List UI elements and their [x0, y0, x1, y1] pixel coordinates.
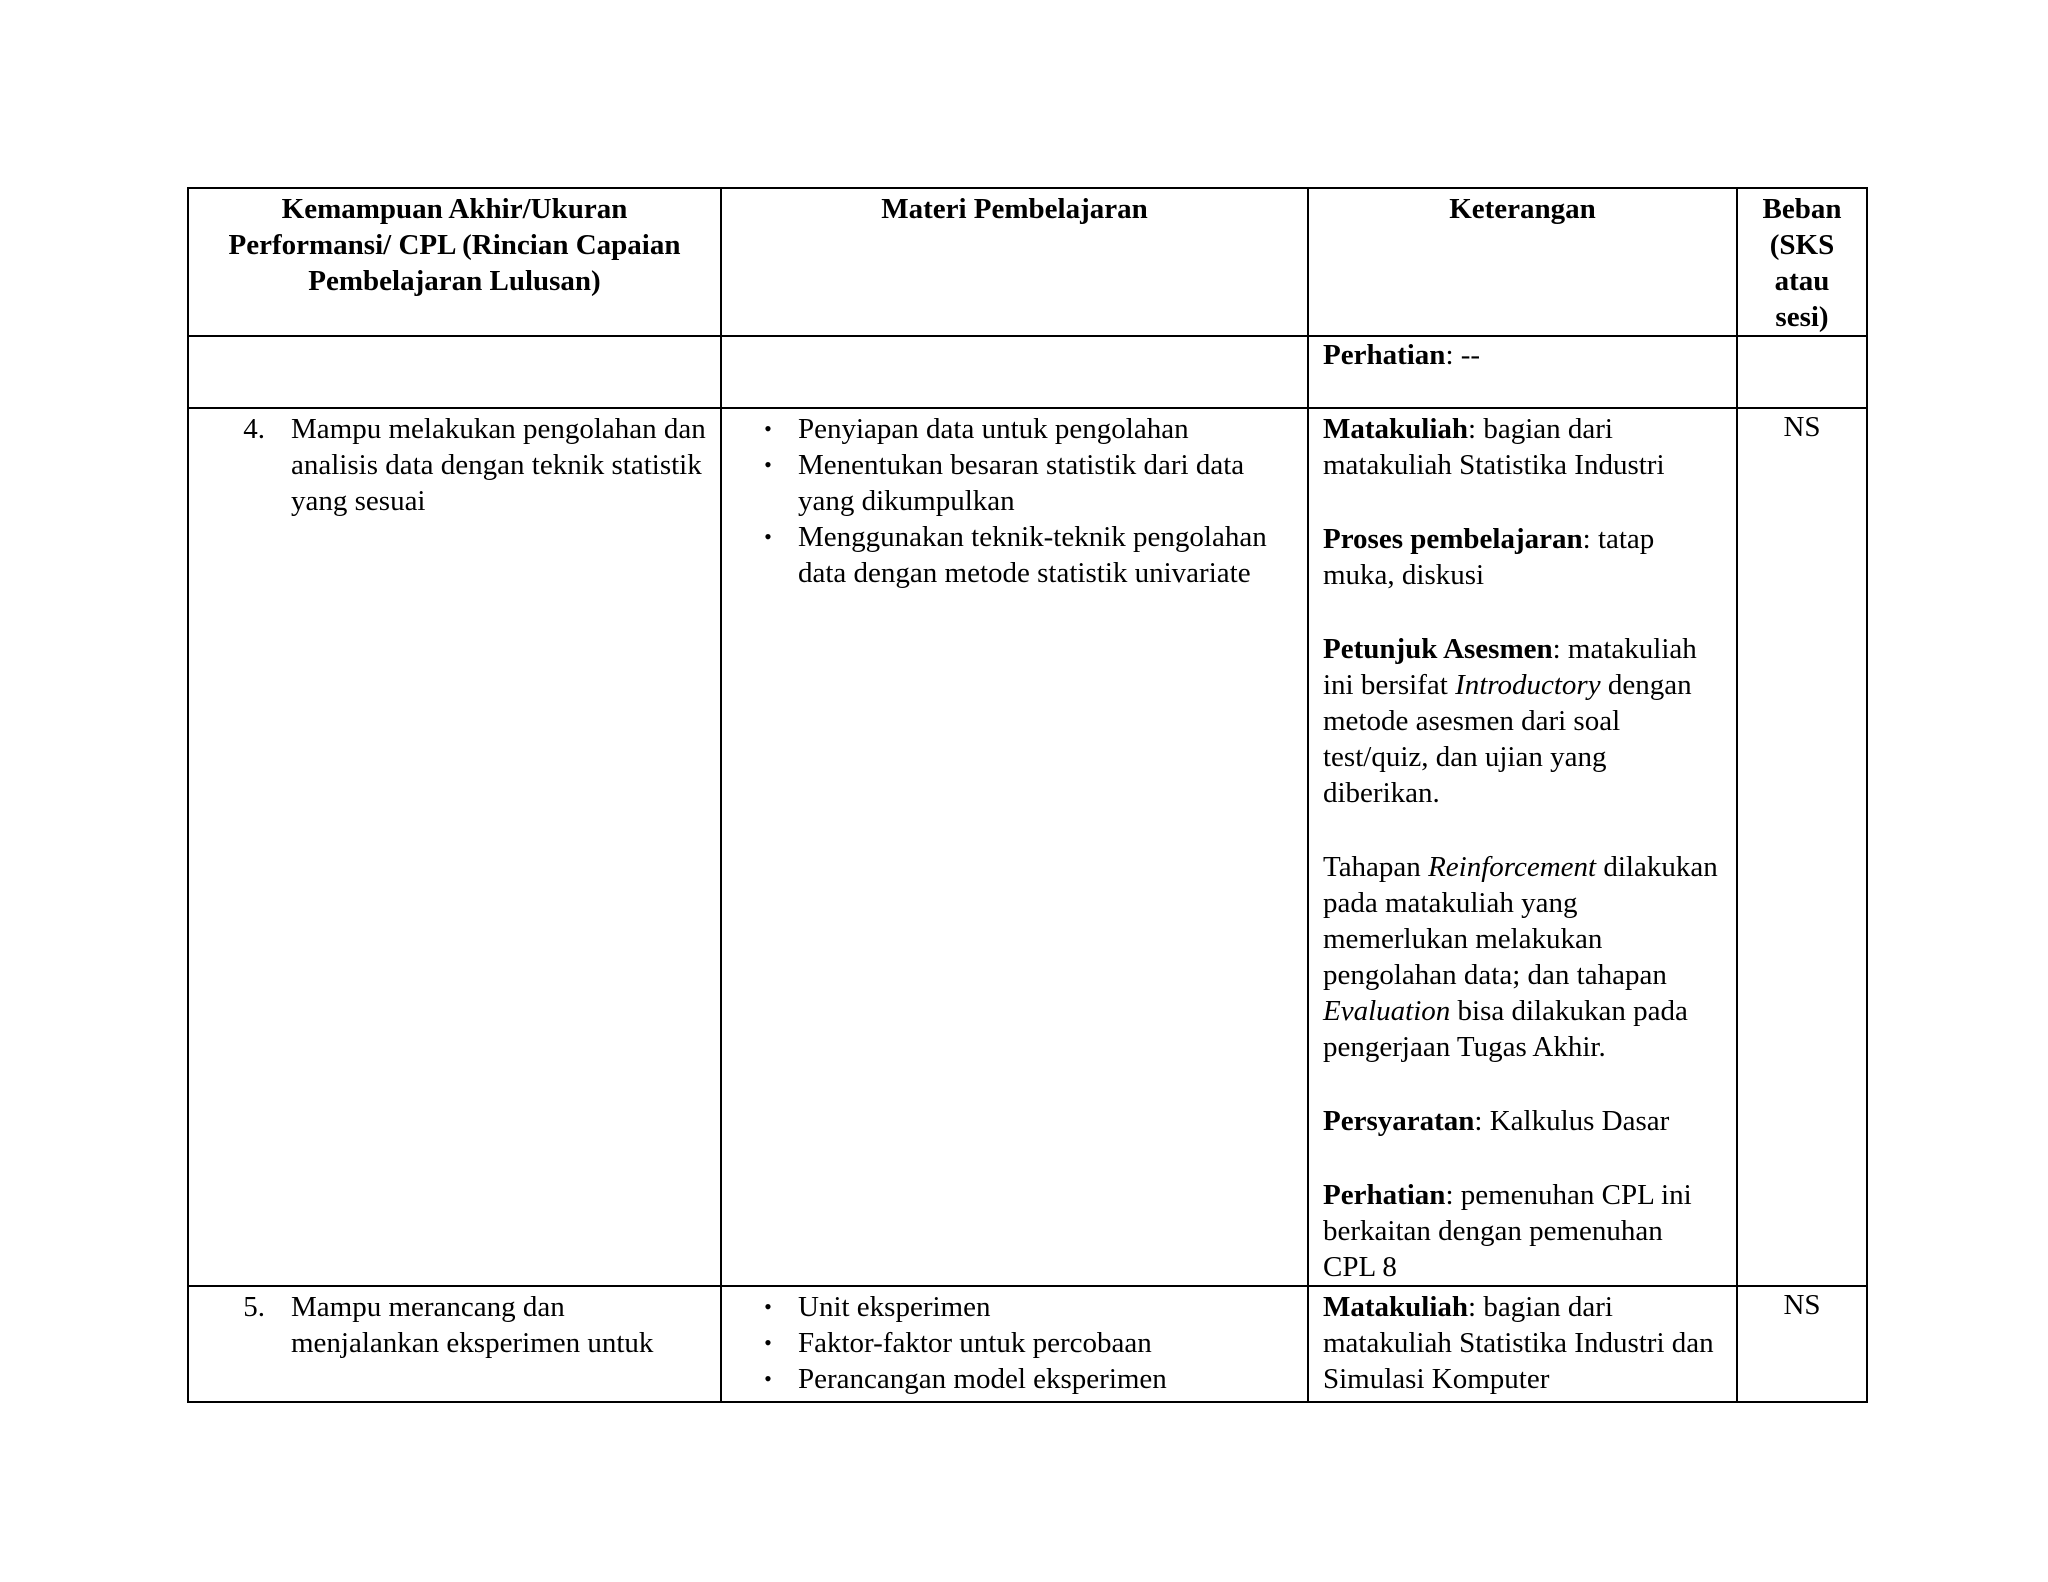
- tahapan-paragraph: Tahapan Reinforcement dilakukan pada matakuliah yang memerlukan melakukan pengolahan data; dan tahapan Evaluation bisa dilakukan pada pengerjaan Tugas Akhir.: [1323, 851, 1718, 1063]
- carry-cell-beban: [1737, 336, 1867, 408]
- beban-cell: NS: [1737, 1286, 1867, 1402]
- carry-cell-keterangan: [1308, 336, 1737, 408]
- materi-cell: [721, 408, 1308, 1286]
- perhatian-label: Perhatian: [1323, 339, 1446, 371]
- header-keterangan: Keterangan: [1308, 188, 1737, 336]
- materi-list: [736, 409, 1293, 591]
- asesmen-paragraph: Petunjuk Asesmen: matakuliah ini bersifat Introductory dengan metode asesmen dari soal test/quiz, dan ujian yang diberikan.: [1323, 633, 1697, 809]
- header-materi: Materi Pembelajaran: [721, 188, 1308, 336]
- beban-cell: NS: [1737, 408, 1867, 1286]
- bullet-icon: •: [764, 416, 772, 441]
- header-kemampuan: Kemampuan Akhir/Ukuran Performansi/ CPL (Rincian Capaian Pembelajaran Lulusan): [188, 188, 721, 336]
- materi-list: [736, 1287, 1293, 1397]
- proses-paragraph: Proses pembelajaran: tatap muka, diskusi: [1323, 523, 1655, 591]
- keterangan-cell: [1308, 408, 1737, 1286]
- carry-cell-kemampuan: [188, 336, 721, 408]
- list-item: • Perancangan model eksperimen: [736, 1361, 1293, 1397]
- cpl-number: 5.: [243, 1291, 265, 1323]
- list-item: • Faktor-faktor untuk percobaan: [736, 1325, 1293, 1361]
- cpl-number: 4.: [243, 413, 265, 445]
- list-item: • Menggunakan teknik-teknik pengolahan data dengan metode statistik univariate: [736, 519, 1293, 591]
- perhatian-paragraph: Perhatian: pemenuhan CPL ini berkaitan dengan pemenuhan CPL 8: [1323, 1179, 1692, 1283]
- bullet-icon: •: [764, 1294, 772, 1319]
- perhatian-value: : --: [1445, 339, 1481, 371]
- bullet-icon: •: [764, 1330, 772, 1355]
- table-header-row: [188, 188, 1867, 336]
- bullet-icon: •: [764, 524, 772, 549]
- matakuliah-paragraph: Matakuliah: bagian dari matakuliah Statistika Industri: [1323, 413, 1665, 481]
- cpl-text: Mampu merancang dan menjalankan eksperimen untuk: [291, 1291, 654, 1359]
- list-item: • Unit eksperimen: [736, 1289, 1293, 1325]
- cpl-table: [187, 187, 1868, 1403]
- bullet-icon: •: [764, 452, 772, 477]
- table-row: [188, 1286, 1867, 1402]
- bullet-icon: •: [764, 1366, 772, 1391]
- persyaratan-paragraph: Persyaratan: Kalkulus Dasar: [1323, 1105, 1670, 1137]
- header-beban: Beban (SKS atau sesi): [1737, 188, 1867, 336]
- list-item: • Menentukan besaran statistik dari data yang dikumpulkan: [736, 447, 1293, 519]
- table-row: [188, 336, 1867, 408]
- table-row: [188, 408, 1867, 1286]
- cpl-text: Mampu melakukan pengolahan dan analisis data dengan teknik statistik yang sesuai: [291, 413, 706, 517]
- keterangan-cell: [1308, 1286, 1737, 1402]
- matakuliah-paragraph: Matakuliah: bagian dari matakuliah Statistika Industri dan Simulasi Komputer: [1323, 1291, 1714, 1395]
- cpl-cell: [188, 408, 721, 1286]
- cpl-cell: [188, 1286, 721, 1402]
- materi-cell: [721, 1286, 1308, 1402]
- carry-cell-materi: [721, 336, 1308, 408]
- list-item: • Penyiapan data untuk pengolahan: [736, 411, 1293, 447]
